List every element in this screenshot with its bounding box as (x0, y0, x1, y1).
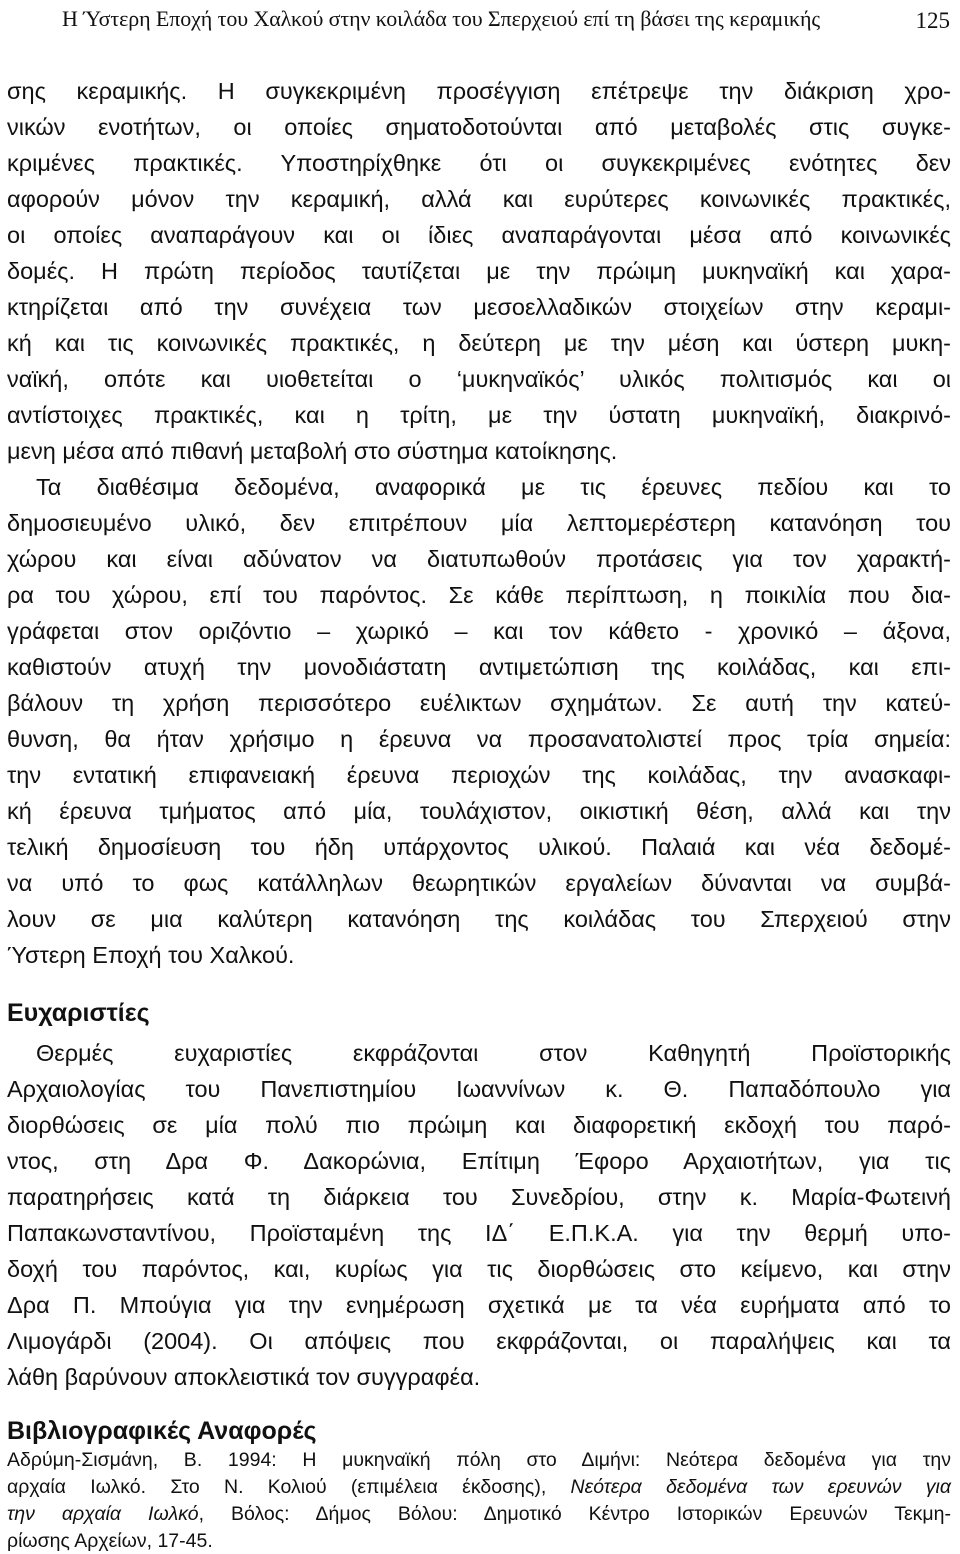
body-line: θυνση, θα ήταν χρήσιμο η έρευνα να προσανατολιστεί προς τρία σημεία: (7, 726, 951, 752)
reference-line: ρίωσης Αρχείων, 17-45. (7, 1530, 213, 1552)
acknowledgements-line: δοχή του παρόντος, και, κυρίως για τις διορθώσεις στο κείμενο, και στην (7, 1256, 951, 1282)
acknowledgements-line: λάθη βαρύνουν αποκλειστικά τον συγγραφέα. (7, 1364, 481, 1390)
body-line: χώρου και είναι αδύνατον να διατυπωθούν προτάσεις για τον χαρακτή- (7, 546, 951, 572)
body-line: δημοσιευμένο υλικό, δεν επιτρέπουν μία λεπτομερέστερη κατανόηση του (7, 510, 951, 536)
acknowledgements-line: Αρχαιολογίας του Πανεπιστημίου Ιωαννίνων κ. Θ. Παπαδόπουλο για (7, 1076, 951, 1102)
acknowledgements-line: Λιμογάρδι (2004). Οι απόψεις που εκφράζονται, οι παραλήψεις και τα (7, 1328, 951, 1354)
reference-line (7, 1474, 951, 1500)
running-title: Η Ύστερη Εποχή του Χαλκού στην κοιλάδα του Σπερχειού επί τη βάσει της κεραμικής (62, 6, 821, 31)
body-line: καθιστούν ατυχή την μονοδιάστατη αντιμετώπιση της κοιλάδας, και επι- (7, 654, 951, 680)
acknowledgements-line: Παπακωνσταντίνου, Προϊσταμένη της ΙΔ΄ Ε.Π.Κ.Α. για την θερμή υπο- (7, 1220, 951, 1246)
acknowledgements-line: Θερμές ευχαριστίες εκφράζονται στον Καθηγητή Προϊστορικής (36, 1040, 951, 1066)
reference-book-title: Νεότερα δεδομένα των ερευνών για (570, 1476, 951, 1498)
body-line: κή και τις κοινωνικές πρακτικές, η δεύτερη με την μέση και ύστερη μυκη- (7, 330, 951, 356)
body-line: γράφεται στον οριζόντιο – χωρικό – και τον κάθετο - χρονικό – άξονα, (7, 618, 951, 644)
reference-text: , Βόλος: Δήμος Βόλου: Δημοτικό Κέντρο Ιστορικών Ερευνών Τεκμη- (198, 1503, 951, 1525)
body-line: να υπό το φως κατάλληλων θεωρητικών εργαλείων δύνανται να συμβά- (7, 870, 951, 896)
body-line: σης κεραμικής. Η συγκεκριμένη προσέγγιση επέτρεψε την διάκριση χρο- (7, 78, 951, 104)
body-line: δομές. Η πρώτη περίοδος ταυτίζεται με την πρώιμη μυκηναϊκή και χαρα- (7, 258, 951, 284)
body-line: Ύστερη Εποχή του Χαλκού. (7, 942, 295, 968)
body-line: ναϊκή, οπότε και υιοθετείται ο ‘μυκηναϊκός’ υλικός πολιτισμός και οι (7, 366, 951, 392)
acknowledgements-line: Δρα Π. Μπούγια για την ενημέρωση σχετικά με τα νέα ευρήματα από το (7, 1292, 951, 1318)
body-line: οι οποίες αναπαράγουν και οι ίδιες αναπαράγονται μέσα από κοινωνικές (7, 222, 951, 248)
page-number: 125 (915, 8, 950, 33)
acknowledgements-line: παρατηρήσεις κατά τη διάρκεια του Συνεδρίου, στην κ. Μαρία-Φωτεινή (7, 1184, 951, 1210)
body-line: Τα διαθέσιμα δεδομένα, αναφορικά με τις έρευνες πεδίου και το (36, 474, 951, 500)
reference-book-title: την αρχαία Ιωλκό (7, 1503, 199, 1525)
body-line: τελική δημοσίευση του ήδη υπάρχοντος υλικού. Παλαιά και νέα δεδομέ- (7, 834, 951, 860)
body-line: νικών ενοτήτων, οι οποίες σηματοδοτούνται από μεταβολές στις συγκε- (7, 114, 951, 140)
reference-line: Αδρύμη-Σισμάνη, Β. 1994: Η μυκηναϊκή πόλη στο Διμήνι: Νεότερα δεδομένα για την (7, 1449, 951, 1471)
body-line: αντίστοιχες πρακτικές, και η τρίτη, με την ύστατη μυκηναϊκή, διακρινό- (7, 402, 951, 428)
body-line: την εντατική επιφανειακή έρευνα περιοχών της κοιλάδας, την ανασκαφι- (7, 762, 951, 788)
body-line: κή έρευνα τμήματος από μία, τουλάχιστον, οικιστική θέση, αλλά και την (7, 798, 951, 824)
body-line: μενη μέσα από πιθανή μεταβολή στο σύστημα κατοίκησης. (7, 438, 618, 464)
acknowledgements-heading: Ευχαριστίες (7, 999, 150, 1027)
body-line: λουν σε μια καλύτερη κατανόηση της κοιλάδας του Σπερχειού στην (7, 906, 951, 932)
acknowledgements-line: ντος, στη Δρα Φ. Δακορώνια, Επίτιμη Έφορο Αρχαιοτήτων, για τις (7, 1148, 951, 1174)
body-line: κτηρίζεται από την συνέχεια των μεσοελλαδικών στοιχείων στην κεραμι- (7, 294, 951, 320)
body-line: βάλουν τη χρήση περισσότερο ευέλικτων σχημάτων. Σε αυτή την κατεύ- (7, 690, 951, 716)
references-heading: Βιβλιογραφικές Αναφορές (7, 1417, 317, 1445)
reference-text: αρχαία Ιωλκό. Στο Ν. Κολιού (επιμέλεια έκδοσης), (7, 1476, 547, 1498)
body-line: ρα του χώρου, επί του παρόντος. Σε κάθε περίπτωση, η ποικιλία που δια- (7, 582, 951, 608)
acknowledgements-line: διορθώσεις σε μία πολύ πιο πρώιμη και διαφορετική εκδοχή του παρό- (7, 1112, 951, 1138)
body-line: αφορούν μόνον την κεραμική, αλλά και ευρύτερες κοινωνικές πρακτικές, (7, 186, 951, 212)
reference-line (7, 1501, 951, 1527)
body-line: κριμένες πρακτικές. Υποστηρίχθηκε ότι οι συγκεκριμένες ενότητες δεν (7, 150, 951, 176)
